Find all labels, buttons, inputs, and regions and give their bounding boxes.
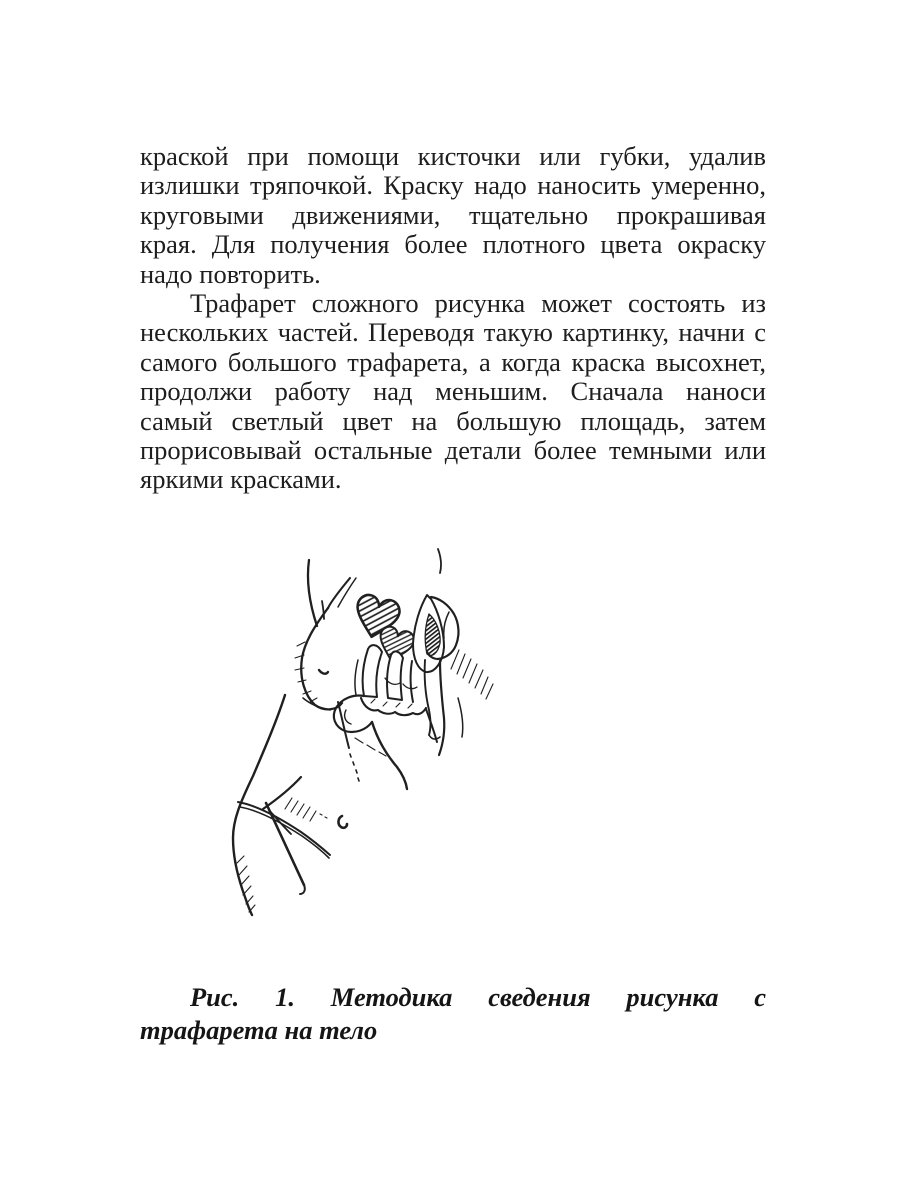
text-line: надо повторить. [140, 258, 321, 289]
text-line: края. Для получения более плотного цвета окраску [140, 229, 766, 260]
knuckles [361, 698, 426, 715]
text-line: прорисовывай остальные детали более темными или [140, 435, 766, 466]
nipple-mark [319, 670, 328, 674]
text-line: яркими красками. [140, 464, 342, 495]
text-line: самый светлый цвет на большую площадь, затем [140, 405, 766, 436]
text-line: круговыми движениями, тщательно прокрашивая [140, 199, 766, 230]
paragraph-multipart-stencil [140, 289, 766, 495]
shoulder-hatching [451, 650, 493, 699]
text-line: продолжи работу над меньшим. Сначала наноси [140, 376, 766, 407]
text-line: самого большого трафарета, а когда краска высохнет, [140, 346, 766, 377]
text-line: излишки тряпочкой. Краску надо наносить умеренно, [140, 170, 766, 201]
paragraph-painting-instructions [140, 142, 766, 289]
text-line: нескольких частей. Переводя такую картинку, начни с [140, 317, 766, 348]
text-line: Трафарет сложного рисунка может состоять из [190, 288, 766, 319]
wrist-outer [372, 722, 407, 789]
figure-caption-line: трафарета на тело [140, 1015, 378, 1045]
thumb [334, 696, 372, 732]
figure-illustration [225, 548, 545, 948]
breast-outline [295, 608, 342, 710]
figure-caption-line: Рис. 1. Методика сведения рисунка с [190, 982, 766, 1012]
text-line: краской при помощи кисточки или губки, удалив [140, 141, 766, 171]
body-text-block [140, 142, 766, 495]
stencil-application-drawing [225, 548, 545, 948]
figure-caption [140, 981, 766, 1047]
bikini-strings [238, 802, 330, 894]
navel [338, 816, 347, 828]
